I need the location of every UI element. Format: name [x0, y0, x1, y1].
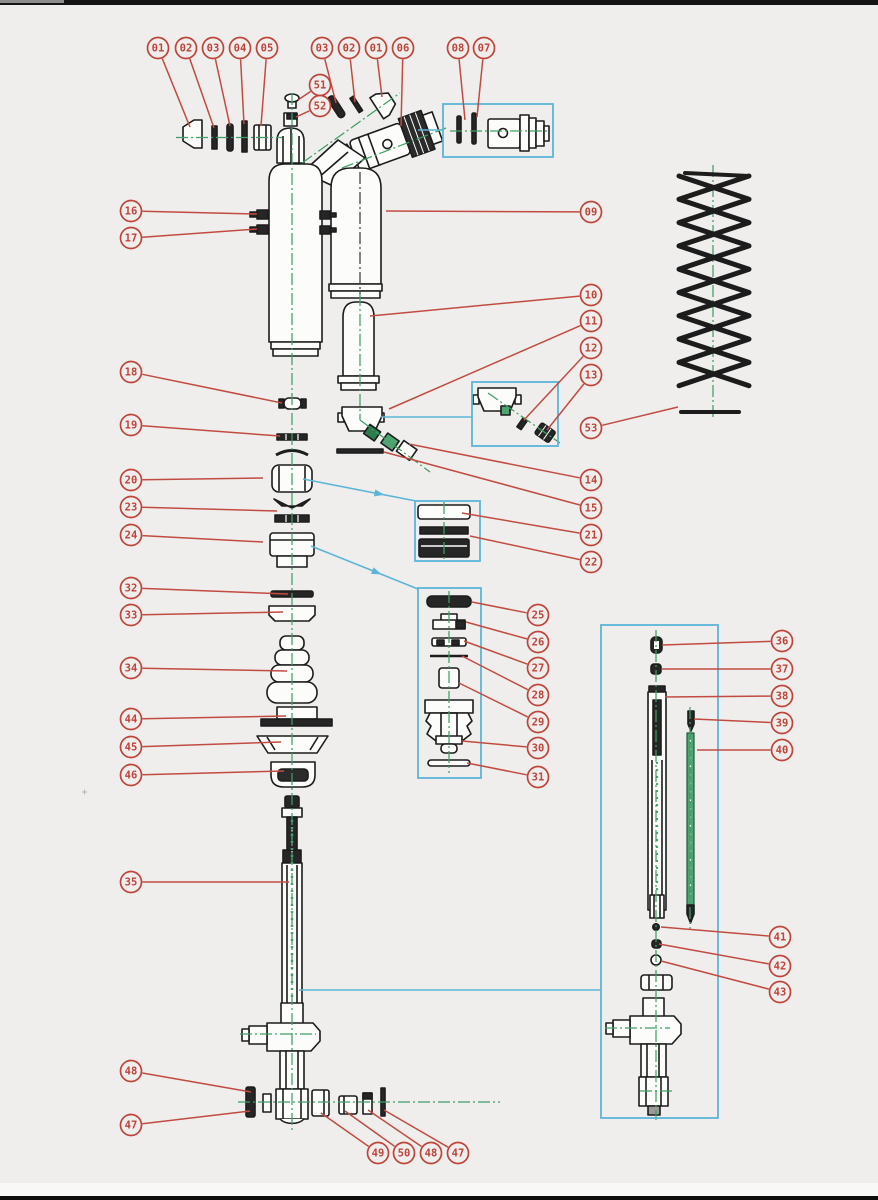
part-bearing-49	[312, 1090, 329, 1116]
callout-number: 01	[151, 42, 165, 55]
callout-number: 34	[124, 662, 138, 675]
callout-number: 09	[584, 206, 598, 219]
callout-number: 45	[124, 741, 138, 754]
callout-number: 49	[371, 1147, 385, 1160]
callout-number: 47	[451, 1147, 465, 1160]
part-mount-pin	[337, 449, 383, 453]
callout-number: 19	[124, 419, 138, 432]
callout-number: 37	[775, 663, 789, 676]
callout-number: 14	[584, 474, 598, 487]
part-needle-08	[457, 116, 461, 143]
callout-number: 25	[531, 609, 545, 622]
callout-number: 41	[773, 931, 787, 944]
part-needle-07	[472, 113, 476, 144]
part-washer-04	[242, 121, 247, 152]
callout-number: 20	[124, 474, 138, 487]
callout-number: 44	[124, 713, 138, 726]
callout-number: 50	[397, 1147, 411, 1160]
callout-number: 21	[584, 529, 598, 542]
leader-line	[386, 211, 580, 212]
page-top-bar	[0, 0, 878, 5]
callout-number: 31	[531, 771, 545, 784]
callout-number: 29	[531, 716, 545, 729]
part-adjuster-assembly-detail	[488, 115, 549, 151]
callout-number: 23	[124, 501, 138, 514]
callout-number: 02	[342, 42, 356, 55]
part-main-body	[269, 164, 322, 356]
page-bottom-bar	[0, 1196, 878, 1200]
callout-number: 48	[124, 1065, 138, 1078]
callout-number: 48	[424, 1147, 438, 1160]
callout-number: 07	[477, 42, 491, 55]
callout-number: 27	[531, 662, 545, 675]
callout-number: 35	[124, 876, 138, 889]
part-spacer-48-right	[363, 1093, 372, 1114]
part-washer-small	[263, 1094, 271, 1112]
callout-number: 36	[775, 635, 789, 648]
callout-number: 01	[369, 42, 383, 55]
callout-number: 13	[584, 369, 598, 382]
callout-number: 30	[531, 742, 545, 755]
callout-number: 03	[315, 42, 329, 55]
callout-number: 28	[531, 689, 545, 702]
part-rod-tip-39	[688, 711, 694, 731]
callout-number: 24	[124, 529, 138, 542]
callout-number: 11	[584, 315, 598, 328]
callout-number: 18	[124, 366, 138, 379]
callout-number: 46	[124, 769, 138, 782]
callout-number: 47	[124, 1119, 138, 1132]
callout-number: 42	[773, 960, 787, 973]
callout-number: 05	[260, 42, 274, 55]
callout-number: 08	[451, 42, 465, 55]
page-bottom-strip	[0, 1183, 878, 1196]
callout-number: 16	[124, 205, 138, 218]
part-rebound-rod-38	[648, 686, 666, 918]
page-top-bar-left	[0, 0, 64, 3]
part-cup-46	[271, 762, 315, 787]
callout-number: 33	[124, 609, 138, 622]
callout-number: 39	[775, 717, 789, 730]
callout-number: 26	[531, 636, 545, 649]
callout-number: 04	[233, 42, 247, 55]
part-reservoir-09	[329, 168, 382, 298]
callout-number: 22	[584, 556, 598, 569]
part-seal-cap-50	[339, 1096, 357, 1114]
callout-number: 15	[584, 502, 598, 515]
callout-number: 51	[313, 79, 327, 92]
callout-number: 43	[773, 986, 787, 999]
callout-number: 03	[206, 42, 220, 55]
callout-number: 06	[396, 42, 410, 55]
callout-number: 52	[313, 100, 327, 113]
callout-number: 02	[179, 42, 193, 55]
callout-number: 53	[584, 422, 598, 435]
callout-number: 38	[775, 690, 789, 703]
callout-number: 32	[124, 582, 138, 595]
callout-number: 10	[584, 289, 598, 302]
leader-line	[665, 696, 771, 697]
callout-number: 12	[584, 342, 598, 355]
callout-number: 17	[124, 232, 138, 245]
callout-number: 40	[775, 744, 789, 757]
